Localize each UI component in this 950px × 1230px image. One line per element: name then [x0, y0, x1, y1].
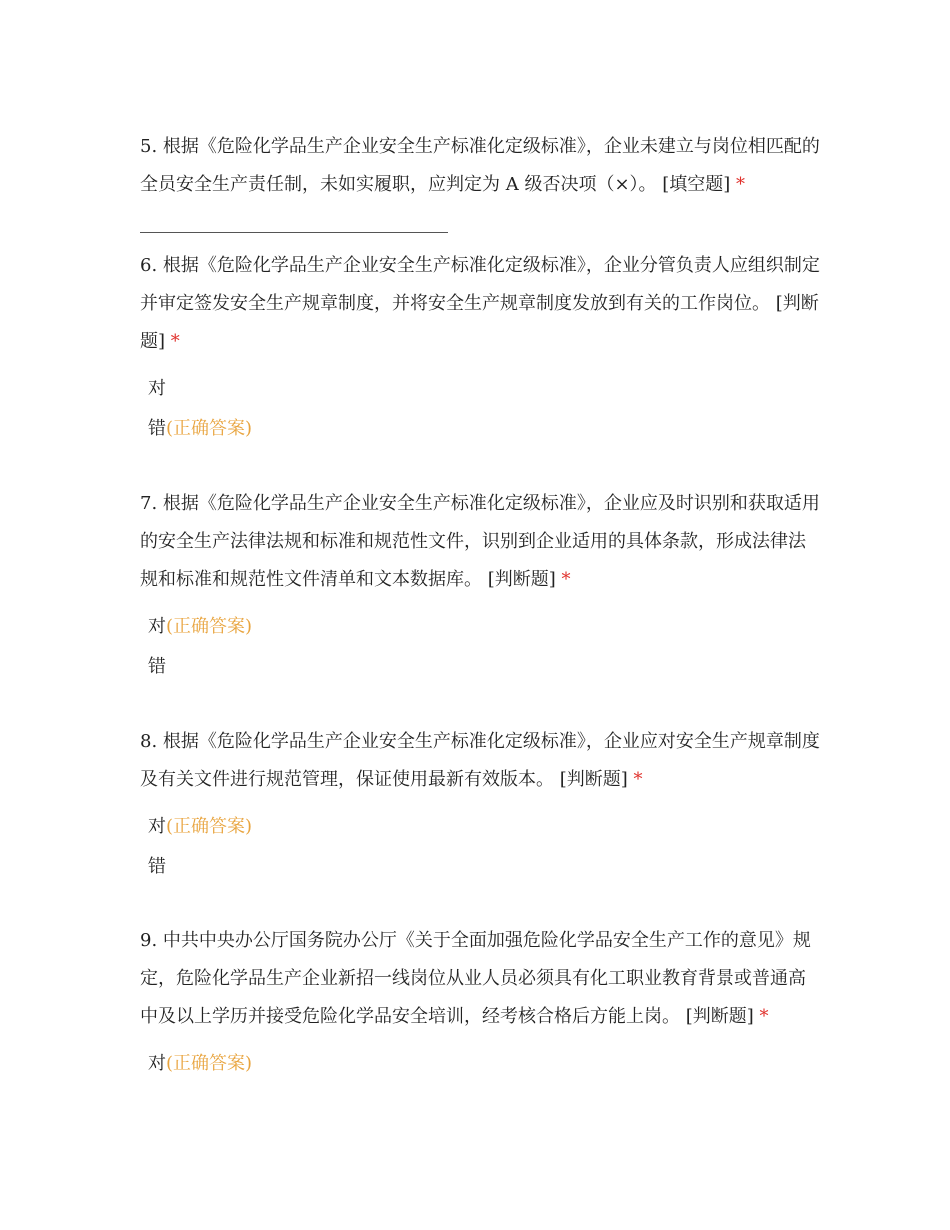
option-label: 对	[148, 616, 166, 637]
option-label: 错	[148, 656, 166, 677]
question-type-tag: [判断题]	[685, 1006, 754, 1027]
fill-blank-line[interactable]	[140, 232, 448, 233]
question-number: 8.	[140, 731, 158, 752]
option-true[interactable]	[148, 607, 820, 647]
question-7	[140, 485, 820, 687]
correct-answer-mark: (正确答案)	[166, 1053, 253, 1074]
question-8-text	[140, 723, 820, 799]
required-star: *	[736, 174, 746, 195]
question-8	[140, 723, 820, 887]
question-5-text	[140, 128, 820, 204]
question-number: 7.	[140, 493, 158, 514]
required-star: *	[170, 331, 180, 352]
question-number: 5.	[140, 136, 158, 157]
question-7-text	[140, 485, 820, 599]
correct-answer-mark: (正确答案)	[166, 418, 253, 439]
option-label: 错	[148, 418, 166, 439]
correct-answer-mark: (正确答案)	[166, 616, 253, 637]
question-body: 根据《危险化学品生产企业安全生产标准化定级标准》，企业分管负责人应组织制定并审定签发安全生产规章制度，并将安全生产规章制度发放到有关的工作岗位。	[140, 255, 820, 314]
option-true[interactable]	[148, 807, 820, 847]
question-type-tag: [判断题]	[487, 569, 556, 590]
question-number: 9.	[140, 930, 158, 951]
option-label: 对	[148, 1053, 166, 1074]
required-star: *	[561, 569, 571, 590]
option-true[interactable]	[148, 1044, 820, 1084]
required-star: *	[633, 769, 643, 790]
question-body: 根据《危险化学品生产企业安全生产标准化定级标准》，企业应对安全生产规章制度及有关文件进行规范管理，保证使用最新有效版本。	[140, 731, 820, 790]
question-type-tag: [判断题]	[140, 293, 819, 352]
required-star: *	[759, 1006, 769, 1027]
option-false[interactable]	[148, 647, 820, 687]
option-label: 对	[148, 816, 166, 837]
question-body: 中共中央办公厅国务院办公厅《关于全面加强危险化学品安全生产工作的意见》规定，危险化学品生产企业新招一线岗位从业人员必须具有化工职业教育背景或普通高中及以上学历并接受危险化学品安全培训，经考核合格后方能上岗。	[140, 930, 811, 1027]
option-true[interactable]	[148, 369, 820, 409]
question-number: 6.	[140, 255, 158, 276]
question-body: 根据《危险化学品生产企业安全生产标准化定级标准》，企业应及时识别和获取适用的安全生产法律法规和标准和规范性文件，识别到企业适用的具体条款，形成法律法规和标准和规范性文件清单和文本数据库。	[140, 493, 820, 590]
question-9	[140, 922, 820, 1084]
question-6	[140, 247, 820, 449]
option-false[interactable]	[148, 847, 820, 887]
option-label: 对	[148, 378, 166, 399]
question-5	[140, 128, 820, 233]
option-false[interactable]	[148, 409, 820, 449]
question-type-tag: [判断题]	[559, 769, 628, 790]
correct-answer-mark: (正确答案)	[166, 816, 253, 837]
question-6-text	[140, 247, 820, 361]
question-type-tag: [填空题]	[662, 174, 731, 195]
option-label: 错	[148, 856, 166, 877]
question-9-text	[140, 922, 820, 1036]
question-body: 根据《危险化学品生产企业安全生产标准化定级标准》，企业未建立与岗位相匹配的全员安全生产责任制，未如实履职，应判定为 A 级否决项（×）。	[140, 136, 820, 195]
